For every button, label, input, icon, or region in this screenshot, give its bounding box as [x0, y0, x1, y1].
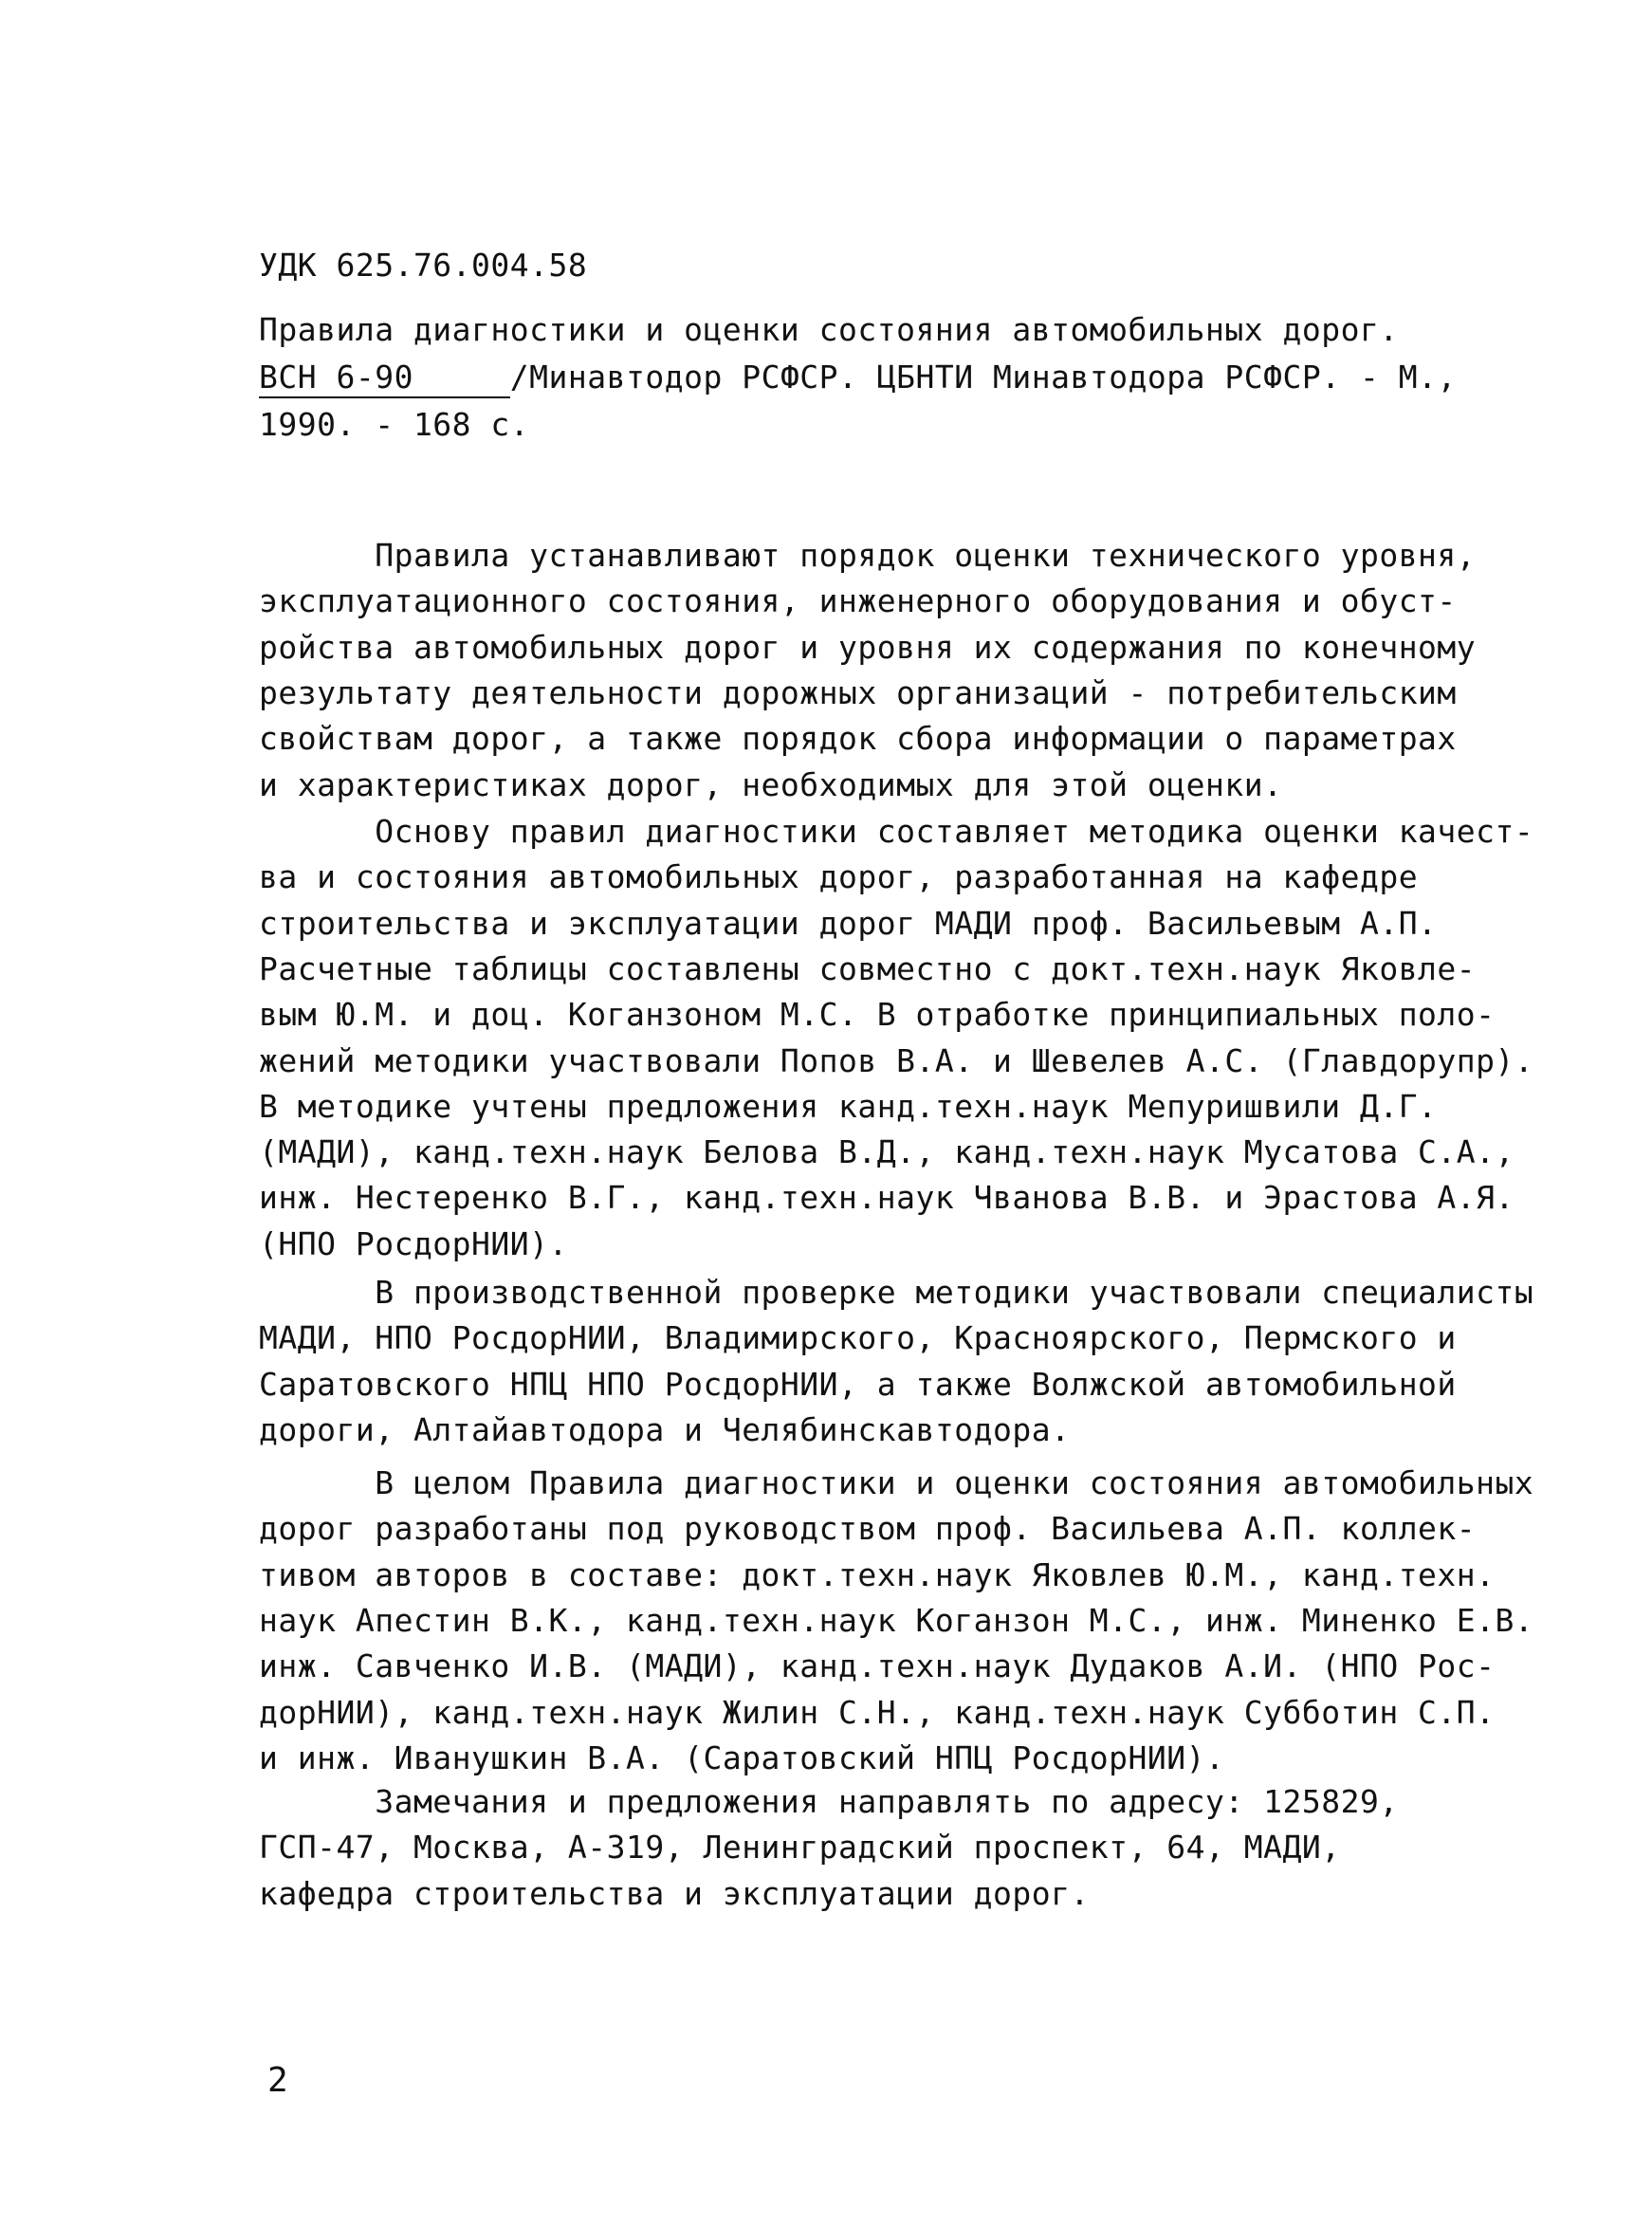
paragraph-1-line: и характеристиках дорог, необходимых для этой оценки.	[259, 766, 1283, 803]
paragraph-4-line: тивом авторов в составе: докт.техн.наук Яковлев Ю.М., канд.техн.	[259, 1556, 1496, 1593]
paragraph-2-line: вым Ю.М. и доц. Коганзоном М.С. В отработке принципиальных поло-	[259, 996, 1496, 1033]
paragraph-1-line: результату деятельности дорожных организаций - потребительским	[259, 674, 1457, 711]
paragraph-2-line: В методике учтены предложения канд.техн.наук Мепуришвили Д.Г.	[259, 1088, 1438, 1125]
paragraph-1-line: эксплуатационного состояния, инженерного оборудования и обуст-	[259, 582, 1457, 619]
paragraph-1-line: Правила устанавливают порядок оценки технического уровня,	[259, 537, 1477, 574]
bibliography-publisher: /Минавтодор РСФСР. ЦБНТИ Минавтодора РСФСР. - М.,	[509, 359, 1457, 396]
paragraph-4-line: В целом Правила диагностики и оценки состояния автомобильных	[259, 1464, 1534, 1501]
paragraph-3-line: В производственной проверке методики участвовали специалисты	[259, 1274, 1534, 1311]
paragraph-2-line: Основу правил диагностики составляет методика оценки качест-	[259, 813, 1534, 850]
bibliography-line-2	[259, 355, 1457, 400]
paragraph-4-line: дорНИИ), канд.техн.наук Жилин С.Н., канд.техн.наук Субботин С.П.	[259, 1694, 1496, 1731]
paragraph-2-line: строительства и эксплуатации дорог МАДИ проф. Васильевым А.П.	[259, 905, 1438, 942]
paragraph-5-line: кафедра строительства и эксплуатации дорог.	[259, 1875, 1090, 1912]
paragraph-5-line: ГСП-47, Москва, А-319, Ленинградский проспект, 64, МАДИ,	[259, 1829, 1341, 1866]
paragraph-3-line: дороги, Алтайавтодора и Челябинскавтодора.	[259, 1411, 1071, 1448]
page-number: 2	[267, 2061, 288, 2100]
udc-code: УДК 625.76.004.58	[259, 247, 588, 284]
paragraph-2-line: жений методики участвовали Попов В.А. и Шевелев А.С. (Главдорупр).	[259, 1042, 1534, 1079]
paragraph-2-line: (НПО РосдорНИИ).	[259, 1225, 568, 1262]
paragraph-1-line: ройства автомобильных дорог и уровня их содержания по конечному	[259, 629, 1477, 666]
paragraph-3-line: МАДИ, НПО РосдорНИИ, Владимирского, Красноярского, Пермского и	[259, 1319, 1457, 1356]
paragraph-1-line: свойствам дорог, а также порядок сбора информации о параметрах	[259, 720, 1457, 757]
paragraph-5-line: Замечания и предложения направлять по адресу: 125829,	[259, 1783, 1399, 1820]
paragraph-2-line: Расчетные таблицы составлены совместно с докт.техн.наук Яковле-	[259, 950, 1477, 987]
paragraph-2-line: инж. Нестеренко В.Г., канд.техн.наук Чванова В.В. и Эрастова А.Я.	[259, 1179, 1514, 1216]
bibliography-line-1: Правила диагностики и оценки состояния автомобильных дорог.	[259, 311, 1399, 348]
bibliography-code: ВСН 6-90	[259, 359, 510, 398]
paragraph-2-line: (МАДИ), канд.техн.наук Белова В.Д., канд.техн.наук Мусатова С.А.,	[259, 1133, 1514, 1170]
paragraph-2-line: ва и состояния автомобильных дорог, разработанная на кафедре	[259, 858, 1419, 895]
paragraph-3-line: Саратовского НПЦ НПО РосдорНИИ, а также Волжской автомобильной	[259, 1366, 1457, 1403]
bibliography-line-3: 1990. - 168 с.	[259, 406, 530, 443]
paragraph-4-line: наук Апестин В.К., канд.техн.наук Коганзон М.С., инж. Миненко Е.В.	[259, 1602, 1534, 1639]
paragraph-4-line: дорог разработаны под руководством проф. Васильева А.П. коллек-	[259, 1510, 1477, 1547]
paragraph-4-line: и инж. Иванушкин В.А. (Саратовский НПЦ РосдорНИИ).	[259, 1739, 1225, 1776]
paragraph-4-line: инж. Савченко И.В. (МАДИ), канд.техн.наук Дудаков А.И. (НПО Рос-	[259, 1647, 1496, 1684]
